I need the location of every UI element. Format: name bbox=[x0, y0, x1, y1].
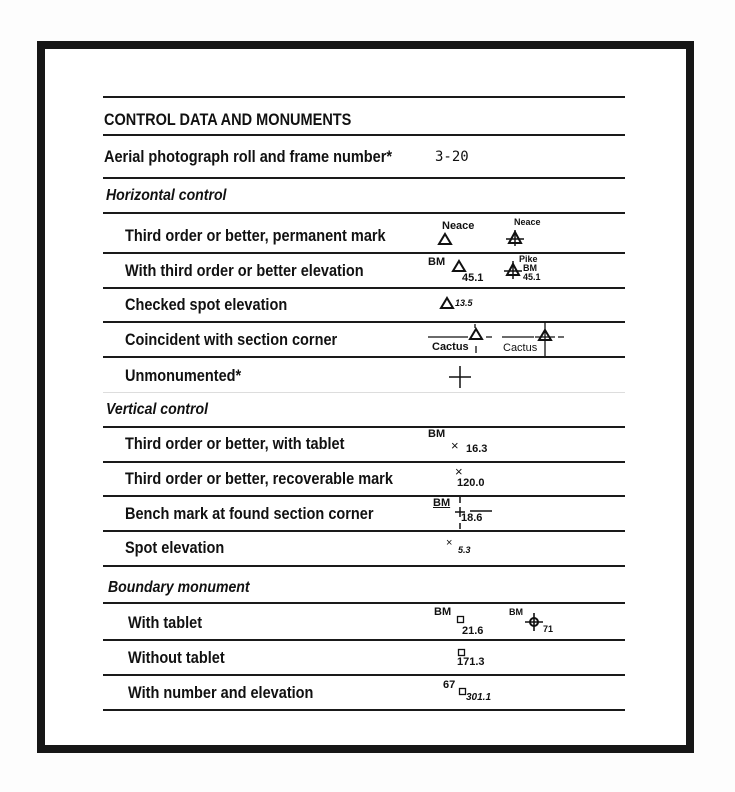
row-label: Third order or better, permanent mark bbox=[125, 227, 386, 245]
section-title: CONTROL DATA AND MONUMENTS bbox=[104, 111, 352, 129]
aerial-value: 3-20 bbox=[435, 149, 469, 165]
corner-name: Cactus bbox=[503, 342, 538, 354]
heading-boundary-monument: Boundary monument bbox=[108, 579, 250, 596]
bm-label: BM bbox=[428, 428, 446, 440]
divider bbox=[103, 530, 625, 532]
cross-icon bbox=[449, 366, 471, 388]
row-label: Coincident with section corner bbox=[125, 331, 338, 349]
triangle-icon bbox=[438, 233, 452, 245]
elevation: 120.0 bbox=[457, 477, 485, 489]
x-mark-icon: × bbox=[455, 464, 463, 479]
divider bbox=[103, 134, 625, 136]
bm-label: BM bbox=[433, 497, 451, 509]
row-label: Unmonumented* bbox=[125, 367, 242, 385]
divider bbox=[103, 426, 625, 428]
small-square-icon bbox=[457, 616, 464, 623]
station-name: Neace bbox=[442, 220, 475, 232]
row-label: Bench mark at found section corner bbox=[125, 505, 374, 523]
heading-vertical-control: Vertical control bbox=[106, 401, 208, 418]
bm-label: BM bbox=[428, 256, 446, 268]
row-label: With number and elevation bbox=[128, 684, 314, 702]
station-name: Pike bbox=[519, 254, 538, 264]
x-mark-icon: × bbox=[451, 438, 459, 453]
row-label: With tablet bbox=[128, 614, 203, 632]
elevation: 18.6 bbox=[461, 512, 483, 524]
row-label: Spot elevation bbox=[125, 539, 225, 557]
divider bbox=[103, 392, 625, 393]
row-label: Checked spot elevation bbox=[125, 296, 288, 314]
row-label: With third order or better elevation bbox=[125, 262, 364, 280]
bm-label: BM bbox=[523, 263, 537, 273]
divider bbox=[103, 461, 625, 463]
x-mark-icon: × bbox=[446, 537, 453, 549]
divider bbox=[103, 212, 625, 214]
divider bbox=[103, 565, 625, 567]
row-label: Third order or better, with tablet bbox=[125, 435, 345, 453]
elevation: 21.6 bbox=[462, 625, 484, 637]
triangle-icon bbox=[440, 297, 454, 309]
elevation: 13.5 bbox=[455, 298, 473, 308]
elevation: 71 bbox=[543, 624, 554, 634]
row-label: Without tablet bbox=[128, 649, 225, 667]
divider bbox=[103, 252, 625, 254]
divider bbox=[103, 96, 625, 98]
bm-label: BM bbox=[434, 606, 452, 618]
divider bbox=[103, 709, 625, 711]
divider bbox=[103, 287, 625, 289]
elevation: 45.1 bbox=[462, 272, 484, 284]
divider bbox=[103, 177, 625, 179]
square-cross-icon bbox=[525, 613, 543, 631]
elevation: 5.3 bbox=[458, 545, 471, 555]
bm-label: BM bbox=[509, 607, 523, 617]
elevation: 45.1 bbox=[523, 272, 541, 282]
small-square-icon bbox=[458, 649, 465, 656]
divider bbox=[103, 639, 625, 641]
elevation: 301.1 bbox=[466, 692, 492, 703]
small-square-icon bbox=[459, 688, 466, 695]
triangle-cross-icon bbox=[506, 230, 524, 246]
divider bbox=[103, 674, 625, 676]
aerial-label: Aerial photograph roll and frame number* bbox=[104, 148, 393, 166]
elevation: 16.3 bbox=[466, 443, 488, 455]
elevation: 171.3 bbox=[457, 656, 485, 668]
heading-horizontal-control: Horizontal control bbox=[106, 187, 227, 204]
station-name: Neace bbox=[514, 217, 541, 227]
divider bbox=[103, 602, 625, 604]
triangle-icon bbox=[452, 260, 466, 272]
monument-number: 67 bbox=[443, 679, 456, 691]
divider bbox=[103, 356, 625, 358]
row-label: Third order or better, recoverable mark bbox=[125, 470, 393, 488]
divider bbox=[103, 495, 625, 497]
corner-name: Cactus bbox=[432, 341, 469, 353]
